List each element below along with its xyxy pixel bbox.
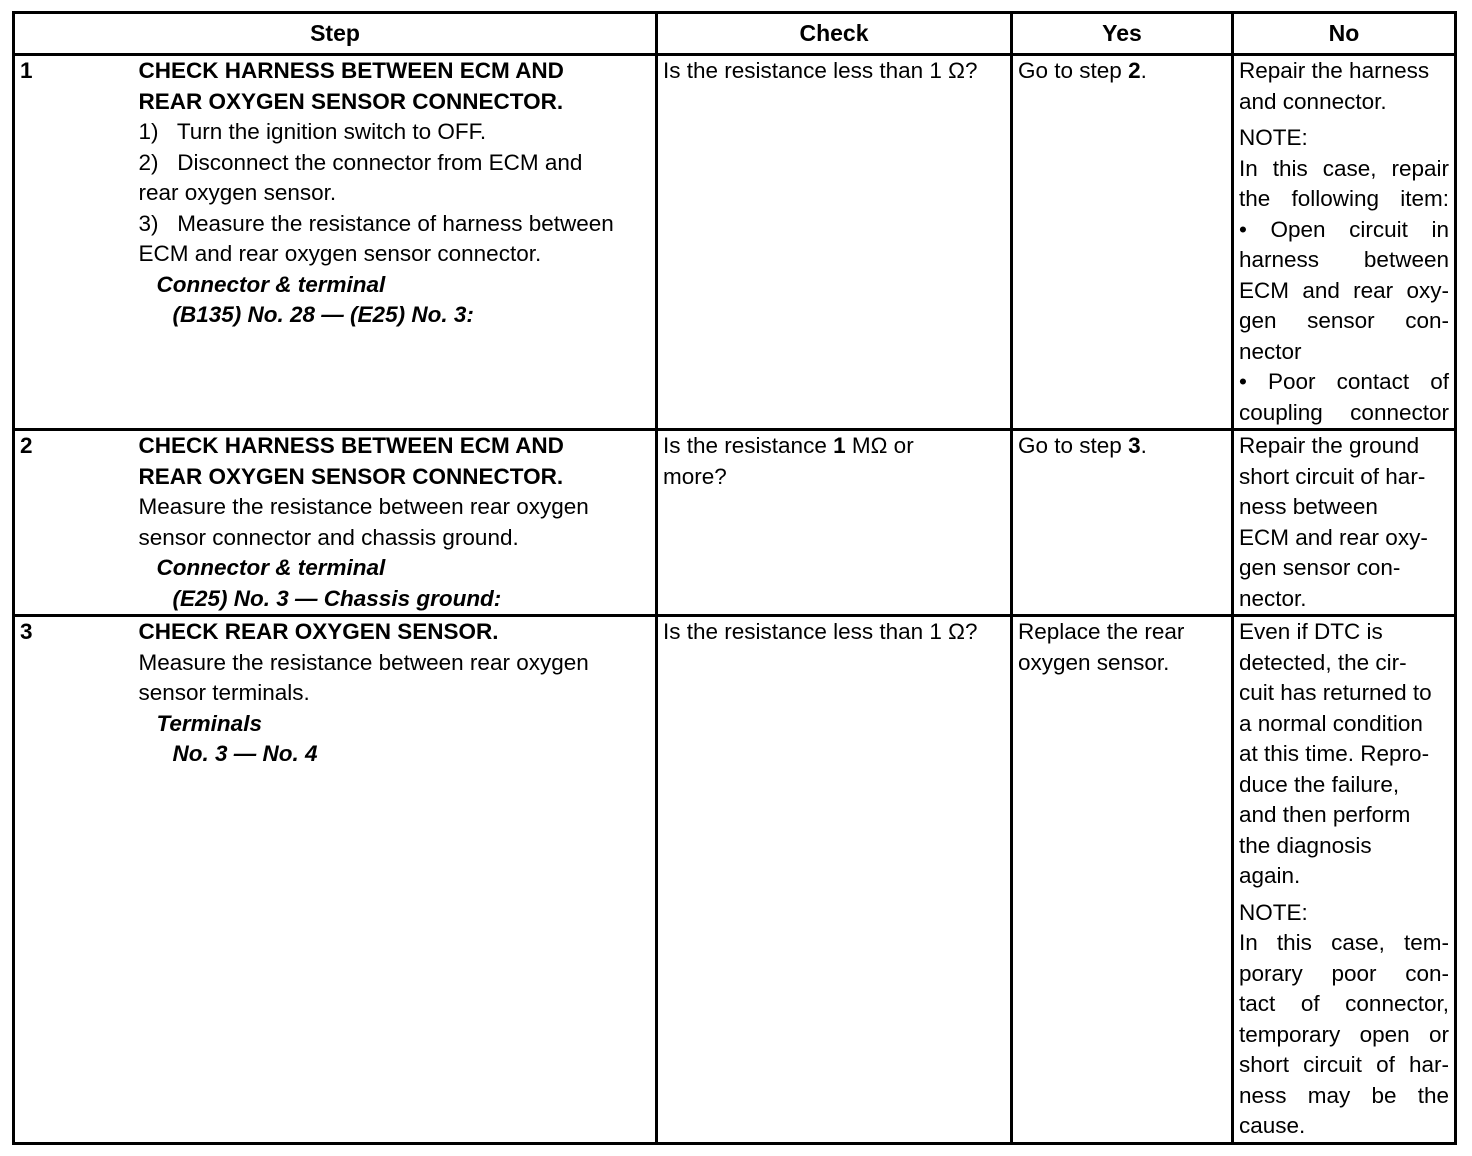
step-instructions bbox=[134, 430, 657, 616]
table-row bbox=[14, 430, 1456, 616]
no-action-line: cuit has returned to bbox=[1239, 680, 1432, 705]
check-value: 1 bbox=[833, 433, 846, 458]
check-question: Is the resistance less than 1 Ω? bbox=[663, 619, 978, 644]
yes-action-text: Go to step bbox=[1018, 58, 1129, 83]
no-cell bbox=[1233, 616, 1456, 1144]
instruction-line: ECM and rear oxygen sensor connector. bbox=[138, 241, 542, 266]
spec-value: (E25) No. 3 — Chassis ground: bbox=[172, 585, 502, 611]
spec-label: Terminals bbox=[156, 710, 262, 736]
instruction-line: 2) Disconnect the connector from ECM and bbox=[138, 149, 583, 175]
spec-label: Connector & terminal bbox=[156, 555, 386, 580]
check-cell bbox=[657, 55, 1012, 430]
note-line: • Open circuit in bbox=[1239, 216, 1449, 242]
yes-action-line: Replace the rear bbox=[1018, 619, 1185, 644]
note-line: • Poor contact of bbox=[1239, 369, 1449, 394]
no-action-line: Repair the harness bbox=[1239, 58, 1430, 83]
note-line: short circuit of har- bbox=[1239, 1052, 1449, 1077]
note-line: porary poor con- bbox=[1239, 960, 1449, 986]
check-question: Is the resistance less than 1 Ω? bbox=[663, 58, 978, 83]
note-line: ECM and rear oxy- bbox=[1239, 277, 1449, 303]
check-question-line2: more? bbox=[663, 463, 727, 489]
check-question bbox=[663, 431, 1005, 462]
no-action-line: ECM and rear oxy- bbox=[1239, 524, 1428, 550]
diagnostic-table bbox=[12, 11, 1457, 1145]
no-action-line: nector. bbox=[1239, 585, 1307, 611]
no-action-line: and then perform bbox=[1239, 802, 1411, 827]
note-line: tact of connector, bbox=[1239, 991, 1449, 1016]
yes-action-suffix: . bbox=[1140, 433, 1147, 458]
no-action-line: detected, the cir- bbox=[1239, 649, 1407, 675]
note-line: the following item: bbox=[1239, 186, 1449, 211]
no-action-line: gen sensor con- bbox=[1239, 555, 1401, 580]
yes-action-suffix: . bbox=[1140, 58, 1147, 83]
instruction-line: sensor connector and chassis ground. bbox=[138, 524, 519, 550]
check-text: MΩ or bbox=[845, 433, 914, 458]
yes-cell bbox=[1012, 616, 1233, 1144]
yes-step-number: 3 bbox=[1128, 433, 1141, 458]
yes-step-number: 2 bbox=[1128, 58, 1141, 83]
instruction-line: 3) Measure the resistance of harness between bbox=[138, 210, 614, 236]
table-row bbox=[14, 55, 1456, 430]
yes-action-text: Go to step bbox=[1018, 433, 1129, 458]
yes-action-line: oxygen sensor. bbox=[1018, 649, 1170, 675]
note-label: NOTE: bbox=[1239, 899, 1308, 925]
no-action-line: Even if DTC is bbox=[1239, 619, 1383, 644]
instruction-line: 1) Turn the ignition switch to OFF. bbox=[138, 119, 487, 144]
instruction-line: rear oxygen sensor. bbox=[138, 180, 337, 205]
check-text: Is the resistance bbox=[663, 433, 834, 458]
no-action-line: Repair the ground bbox=[1239, 433, 1420, 458]
no-cell bbox=[1233, 55, 1456, 430]
step-title: CHECK REAR OXYGEN SENSOR. bbox=[138, 619, 499, 644]
step-title: REAR OXYGEN SENSOR CONNECTOR. bbox=[138, 463, 564, 489]
step-number: 3 bbox=[14, 616, 134, 1144]
header-no: No bbox=[1233, 13, 1456, 55]
spec-value: No. 3 — No. 4 bbox=[172, 741, 318, 766]
step-instructions bbox=[134, 616, 657, 1144]
no-action-line: the diagnosis bbox=[1239, 832, 1372, 858]
check-cell bbox=[657, 430, 1012, 616]
instruction-line: Measure the resistance between rear oxygen bbox=[138, 649, 589, 675]
no-action-line: at this time. Repro- bbox=[1239, 741, 1430, 766]
header-yes: Yes bbox=[1012, 13, 1233, 55]
no-action-line: duce the failure, bbox=[1239, 771, 1400, 797]
note-line: nector bbox=[1239, 338, 1302, 364]
table-row bbox=[14, 616, 1456, 1144]
header-check: Check bbox=[657, 13, 1012, 55]
step-title: CHECK HARNESS BETWEEN ECM AND bbox=[138, 58, 564, 83]
note-line: cause. bbox=[1239, 1113, 1306, 1138]
header-step: Step bbox=[14, 13, 657, 55]
note-line: harness between bbox=[1239, 247, 1449, 272]
spec-value: (B135) No. 28 — (E25) No. 3: bbox=[172, 302, 474, 327]
no-action-line: and connector. bbox=[1239, 88, 1387, 114]
note-line: ness may be the bbox=[1239, 1082, 1449, 1108]
yes-cell bbox=[1012, 430, 1233, 616]
no-action-line: again. bbox=[1239, 863, 1301, 888]
step-number: 2 bbox=[14, 430, 134, 616]
check-cell bbox=[657, 616, 1012, 1144]
no-action-line: ness between bbox=[1239, 494, 1378, 519]
step-instructions bbox=[134, 55, 657, 430]
no-action-line: a normal condition bbox=[1239, 710, 1423, 736]
table-header-row bbox=[14, 13, 1456, 55]
note-line: In this case, tem- bbox=[1239, 930, 1449, 955]
step-title: CHECK HARNESS BETWEEN ECM AND bbox=[138, 433, 564, 458]
step-number: 1 bbox=[14, 55, 134, 430]
no-action-line: short circuit of har- bbox=[1239, 463, 1426, 489]
instruction-line: Measure the resistance between rear oxygen bbox=[138, 494, 589, 519]
note-line: In this case, repair bbox=[1239, 155, 1449, 181]
note-label: NOTE: bbox=[1239, 125, 1308, 150]
spec-label: Connector & terminal bbox=[156, 271, 386, 297]
note-line: gen sensor con- bbox=[1239, 308, 1449, 333]
no-cell bbox=[1233, 430, 1456, 616]
note-line: coupling connector bbox=[1239, 399, 1449, 425]
note-line: temporary open or bbox=[1239, 1021, 1449, 1047]
instruction-line: sensor terminals. bbox=[138, 680, 310, 705]
yes-cell bbox=[1012, 55, 1233, 430]
step-title: REAR OXYGEN SENSOR CONNECTOR. bbox=[138, 88, 564, 114]
